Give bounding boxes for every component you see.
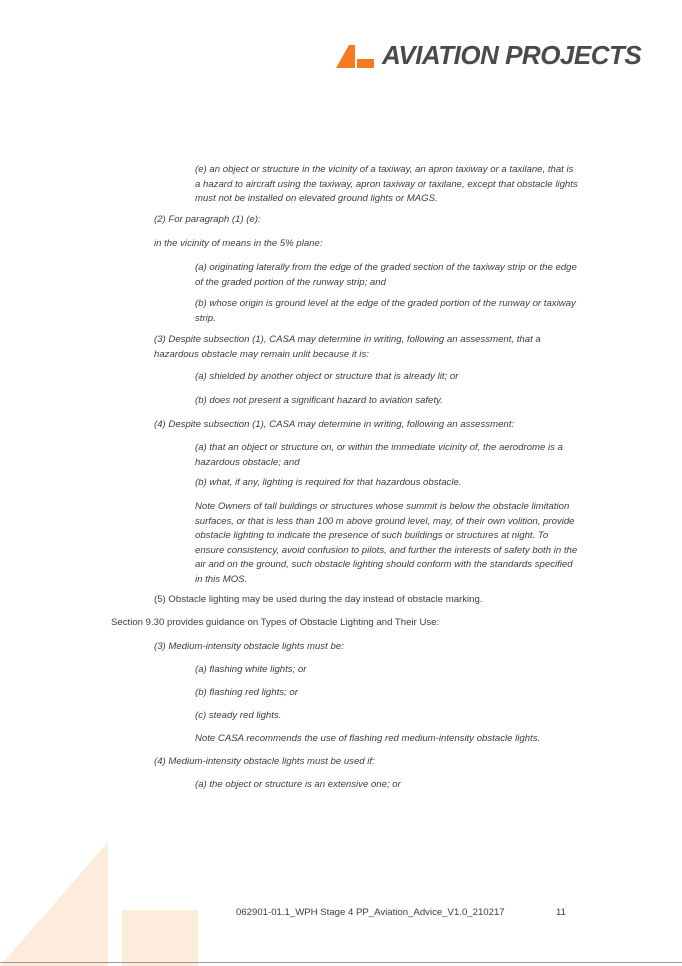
paragraph-a-shielded: (a) shielded by another object or structure that is already lit; or xyxy=(195,371,459,382)
aviation-projects-logo-icon xyxy=(336,42,376,68)
paragraph-4-medium-intensity-used: (4) Medium-intensity obstacle lights must be used if: xyxy=(154,756,375,767)
paragraph-3-medium-intensity: (3) Medium-intensity obstacle lights must be: xyxy=(154,641,344,652)
watermark-logo-icon xyxy=(0,838,200,966)
logo-text: AVIATION PROJECTS xyxy=(382,40,642,70)
footer-document-id: 062901-01.1_WPH Stage 4 PP_Aviation_Advice_V1.0_210217 xyxy=(236,907,505,918)
paragraph-c-steady-red: (c) steady red lights. xyxy=(195,710,282,721)
paragraph-note-casa-recommends: Note CASA recommends the use of flashing red medium-intensity obstacle lights. xyxy=(195,733,541,744)
footer-page-number: 11 xyxy=(556,907,566,918)
company-logo xyxy=(336,38,646,72)
paragraph-3-casa-unlit: (3) Despite subsection (1), CASA may determine in writing, following an assessment, that a hazardous obstacle may remain unlit because it is: xyxy=(154,334,541,360)
paragraph-5-day-use: (5) Obstacle lighting may be used during the day instead of obstacle marking. xyxy=(154,594,483,605)
paragraph-4-casa-assessment: (4) Despite subsection (1), CASA may determine in writing, following an assessment: xyxy=(154,419,515,430)
paragraph-a-originating: (a) originating laterally from the edge of the graded section of the taxiway strip or the edge of the graded portion of the runway strip; and xyxy=(195,262,577,288)
paragraph-b-lighting-required: (b) what, if any, lighting is required for that hazardous obstacle. xyxy=(195,477,462,488)
paragraph-definition-vicinity: in the vicinity of means in the 5% plane: xyxy=(154,238,323,249)
paragraph-a-extensive-object: (a) the object or structure is an extensive one; or xyxy=(195,779,401,790)
paragraph-2-heading: (2) For paragraph (1) (e): xyxy=(154,214,261,225)
paragraph-section-9-30: Section 9.30 provides guidance on Types of Obstacle Lighting and Their Use: xyxy=(111,617,440,628)
paragraph-b-no-hazard: (b) does not present a significant hazard to aviation safety. xyxy=(195,395,443,406)
paragraph-note-tall-buildings: Note Owners of tall buildings or structures whose summit is below the obstacle limitation surfaces, or that is less than 100 m above ground level, may, of their own volition, provide obstacle lighting to indicate the presence of such buildings or structures at night. To ensure consistency, avoid confusion to pilots, and further the interests of safety both in the air and on the ground, such obstacle lighting should conform with the standards specified in this MOS. xyxy=(195,501,578,585)
paragraph-e-vicinity-taxiway: (e) an object or structure in the vicinity of a taxiway, an apron taxiway or a taxilane, that is a hazard to aircraft using the taxiway, apron taxiway or taxilane, except that obstacle lights must not be installed on elevated ground lights or MAGS. xyxy=(195,164,578,204)
paragraph-b-origin: (b) whose origin is ground level at the edge of the graded portion of the runway or taxiway strip. xyxy=(195,298,576,324)
page-bottom-divider xyxy=(0,962,682,963)
paragraph-a-flashing-white: (a) flashing white lights; or xyxy=(195,664,307,675)
paragraph-b-flashing-red: (b) flashing red lights; or xyxy=(195,687,298,698)
paragraph-a-hazardous-obstacle: (a) that an object or structure on, or within the immediate vicinity of, the aerodrome is a hazardous obstacle; and xyxy=(195,442,563,468)
